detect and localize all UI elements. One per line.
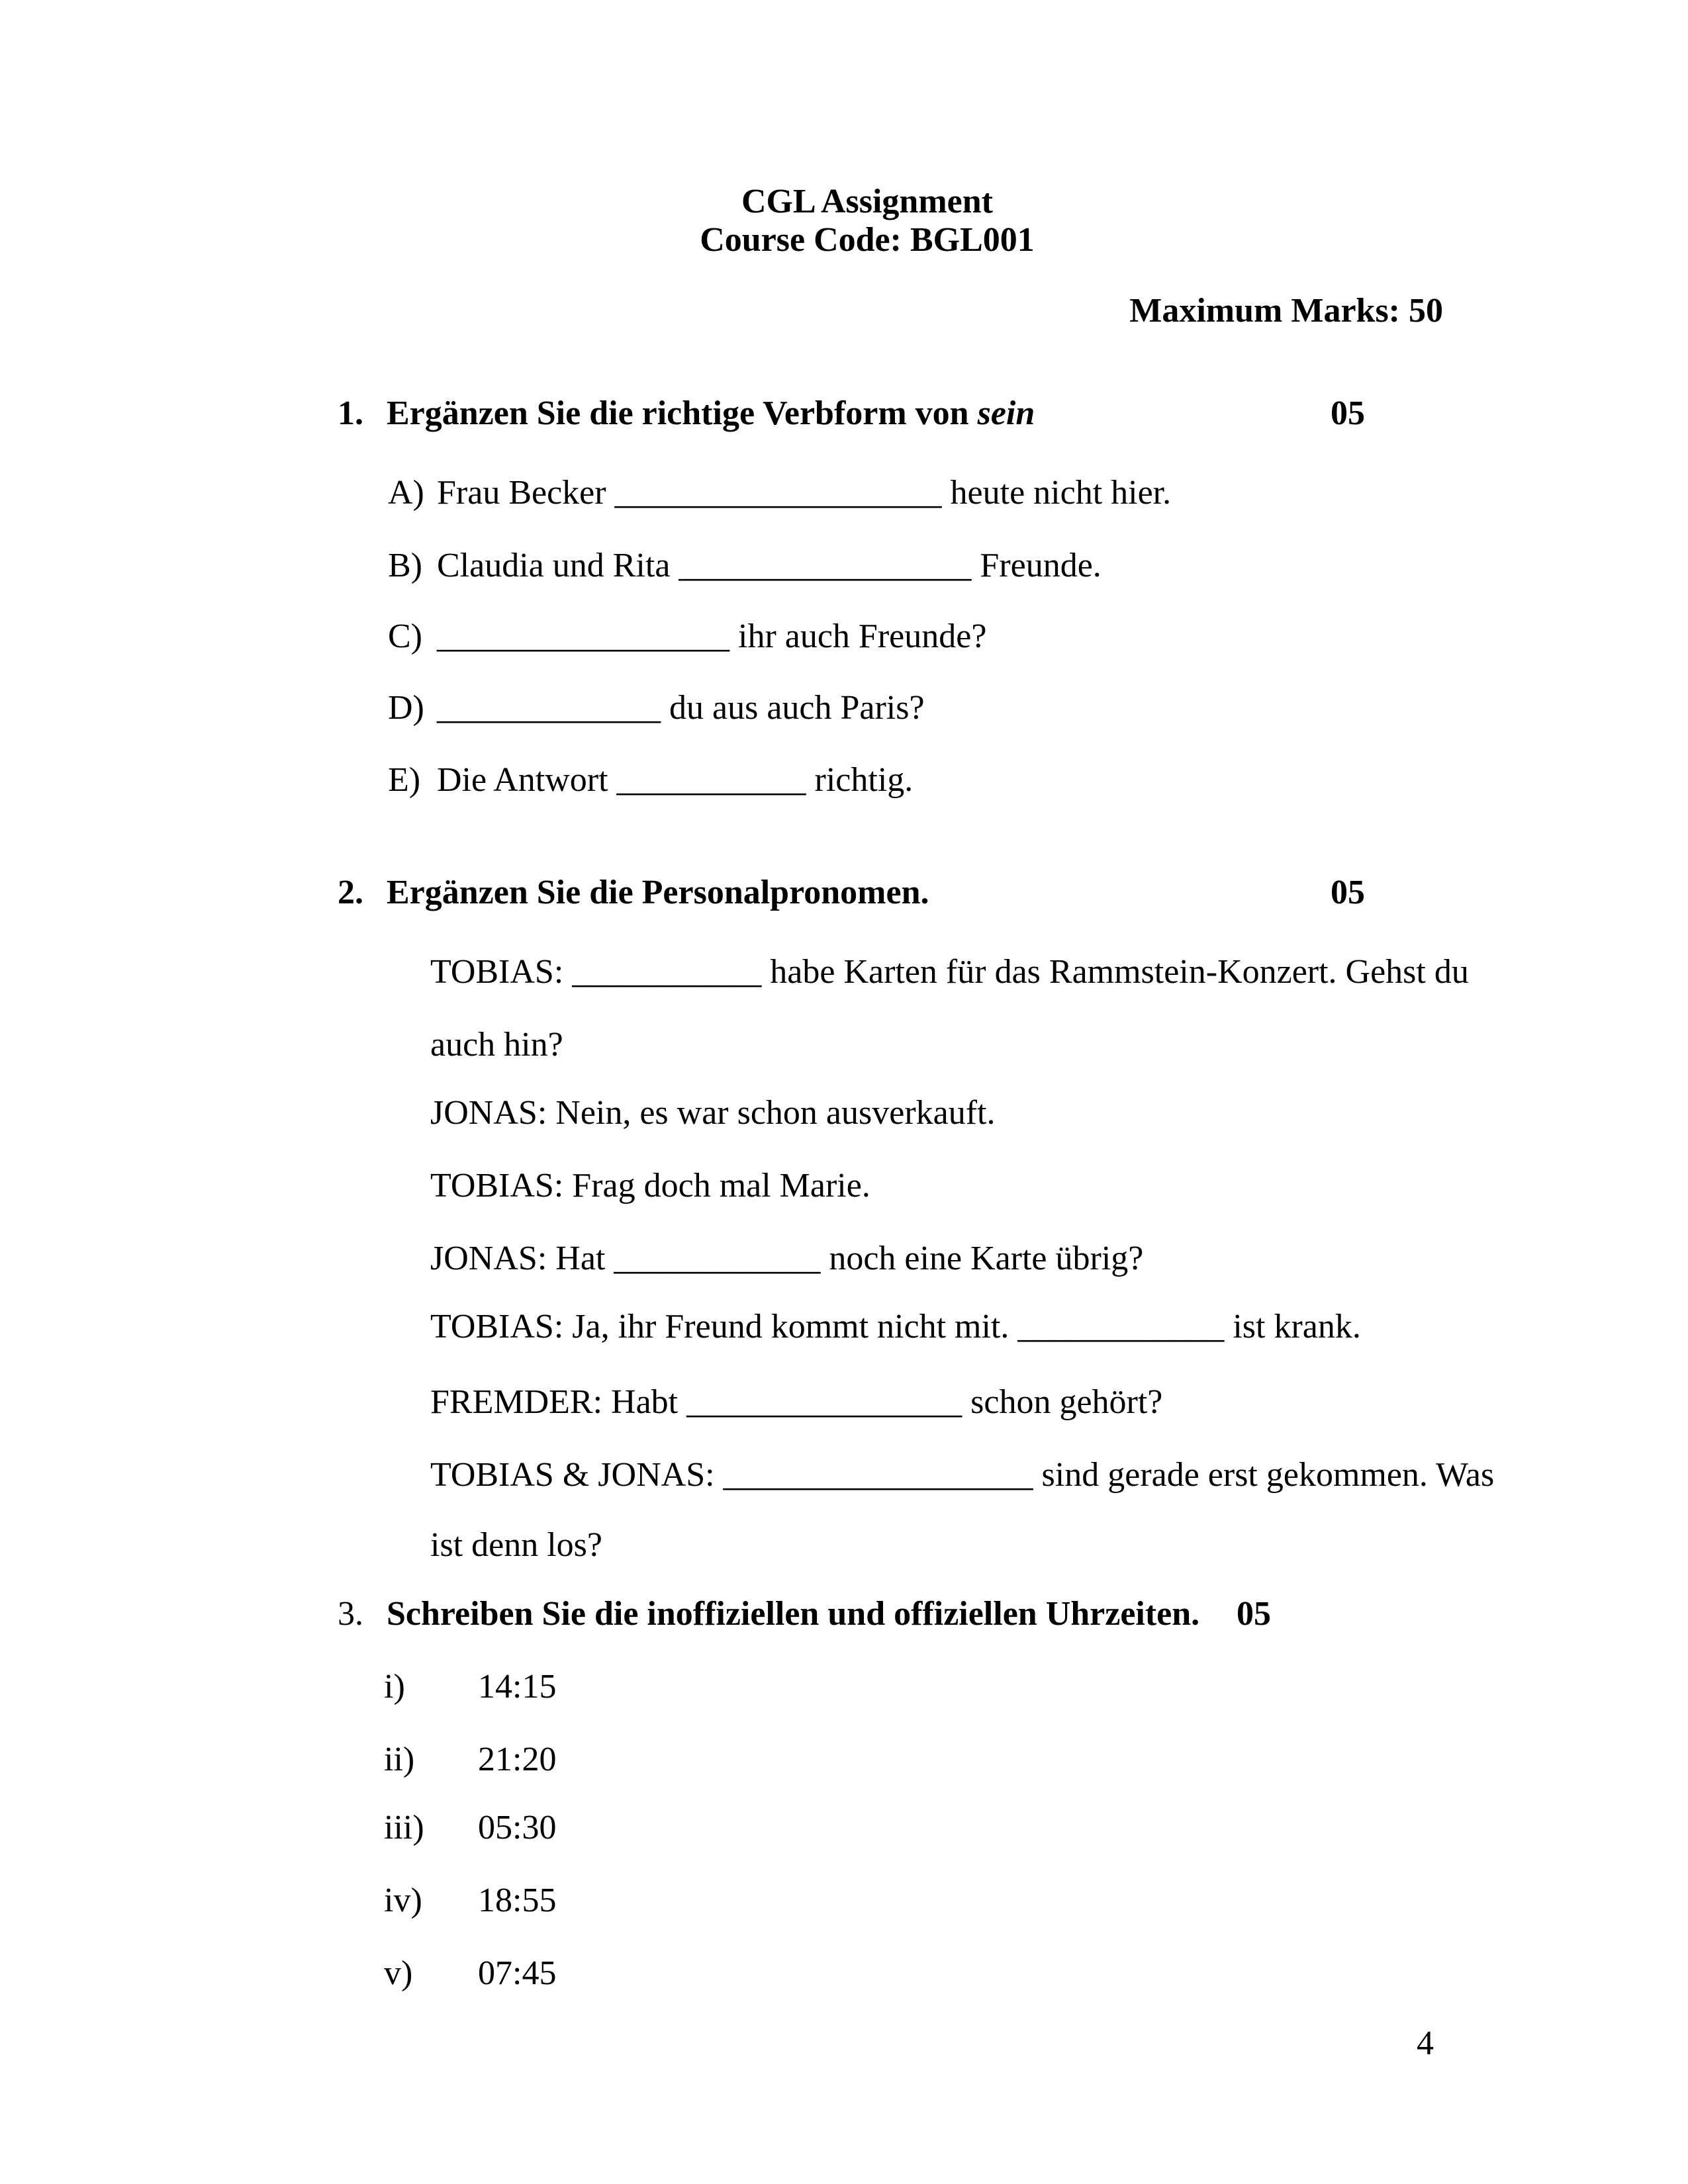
course-code: Course Code: BGL001 bbox=[700, 221, 1035, 259]
subtitle-row bbox=[0, 220, 1688, 267]
question-1-title-emphasis: sein bbox=[977, 394, 1035, 432]
question-2-marks: 05 bbox=[1331, 874, 1365, 911]
dialogue-line bbox=[0, 1455, 1688, 1502]
dialogue-line bbox=[0, 1239, 1688, 1285]
question-3-marks: 05 bbox=[1237, 1595, 1271, 1633]
time-item-v-value: 07:45 bbox=[478, 1954, 557, 1992]
question-1-title bbox=[387, 394, 1035, 433]
q1-item-c-text: _________________ ihr auch Freunde? bbox=[437, 617, 987, 655]
dialogue-line bbox=[0, 952, 1688, 999]
q1-item-b bbox=[0, 546, 1688, 592]
time-item-ii bbox=[0, 1740, 1688, 1786]
q1-item-a-text: Frau Becker ___________________ heute nicht hier. bbox=[437, 474, 1172, 512]
dialogue-jonas-2: JONAS: Hat ____________ noch eine Karte übrig? bbox=[430, 1240, 1144, 1277]
time-item-iv-value: 18:55 bbox=[478, 1882, 557, 1919]
dialogue-tobias-3: TOBIAS: Ja, ihr Freund kommt nicht mit. ____________ ist krank. bbox=[430, 1308, 1361, 1345]
q1-item-b-label: B) bbox=[388, 547, 422, 584]
page-title: CGL Assignment bbox=[741, 183, 993, 220]
dialogue-fremder: FREMDER: Habt ________________ schon gehört? bbox=[430, 1383, 1163, 1421]
q1-item-e-text: Die Antwort ___________ richtig. bbox=[437, 761, 914, 799]
q1-item-e-label: E) bbox=[388, 761, 421, 799]
q1-item-c bbox=[0, 617, 1688, 663]
q1-item-e bbox=[0, 760, 1688, 807]
time-item-iii bbox=[0, 1808, 1688, 1854]
max-marks-label: Maximum Marks: 50 bbox=[1129, 292, 1443, 330]
dialogue-line bbox=[0, 1166, 1688, 1212]
q1-item-d bbox=[0, 688, 1688, 735]
question-3-header bbox=[0, 1594, 1688, 1641]
time-item-iii-value: 05:30 bbox=[478, 1809, 557, 1846]
question-2-number: 2. bbox=[338, 874, 363, 911]
q1-item-c-label: C) bbox=[388, 617, 422, 655]
dialogue-line bbox=[0, 1025, 1688, 1071]
q1-item-d-text: _____________ du aus auch Paris? bbox=[437, 689, 925, 727]
max-marks-row bbox=[0, 291, 1688, 338]
q1-item-a-label: A) bbox=[388, 474, 424, 512]
time-item-iv bbox=[0, 1881, 1688, 1927]
dialogue-tobias-jonas: TOBIAS & JONAS: __________________ sind gerade erst gekommen. Was bbox=[430, 1456, 1495, 1494]
question-3-title: Schreiben Sie die inoffiziellen und offiziellen Uhrzeiten. bbox=[387, 1595, 1200, 1633]
dialogue-tobias-jonas-wrap: ist denn los? bbox=[430, 1526, 602, 1564]
q1-item-b-text: Claudia und Rita _________________ Freunde. bbox=[437, 547, 1102, 584]
dialogue-tobias-1-wrap: auch hin? bbox=[430, 1026, 563, 1064]
page-number: 4 bbox=[1417, 2025, 1434, 2062]
question-1-title-text: Ergänzen Sie die richtige Verbform von bbox=[387, 394, 978, 432]
question-2-title: Ergänzen Sie die Personalpronomen. bbox=[387, 874, 929, 911]
time-item-ii-label: ii) bbox=[384, 1741, 415, 1778]
time-item-i-value: 14:15 bbox=[478, 1668, 557, 1706]
dialogue-line bbox=[0, 1525, 1688, 1572]
dialogue-tobias-1: TOBIAS: ___________ habe Karten für das Rammstein-Konzert. Gehst du bbox=[430, 953, 1469, 991]
time-item-ii-value: 21:20 bbox=[478, 1741, 557, 1778]
question-3-number: 3. bbox=[338, 1595, 363, 1633]
page-number-row bbox=[0, 2024, 1688, 2070]
q1-item-a bbox=[0, 473, 1688, 520]
dialogue-line bbox=[0, 1093, 1688, 1140]
dialogue-tobias-2: TOBIAS: Frag doch mal Marie. bbox=[430, 1167, 870, 1205]
question-1-number: 1. bbox=[338, 394, 363, 432]
dialogue-line bbox=[0, 1383, 1688, 1429]
time-item-iii-label: iii) bbox=[384, 1809, 424, 1846]
time-item-i bbox=[0, 1667, 1688, 1713]
time-item-v bbox=[0, 1954, 1688, 2000]
dialogue-jonas-1: JONAS: Nein, es war schon ausverkauft. bbox=[430, 1094, 996, 1132]
time-item-v-label: v) bbox=[384, 1954, 413, 1992]
time-item-i-label: i) bbox=[384, 1668, 405, 1706]
question-1-header bbox=[0, 394, 1688, 440]
time-item-iv-label: iv) bbox=[384, 1882, 422, 1919]
question-1-marks: 05 bbox=[1331, 394, 1365, 432]
question-2-header bbox=[0, 873, 1688, 919]
q1-item-d-label: D) bbox=[388, 689, 424, 727]
dialogue-line bbox=[0, 1307, 1688, 1353]
